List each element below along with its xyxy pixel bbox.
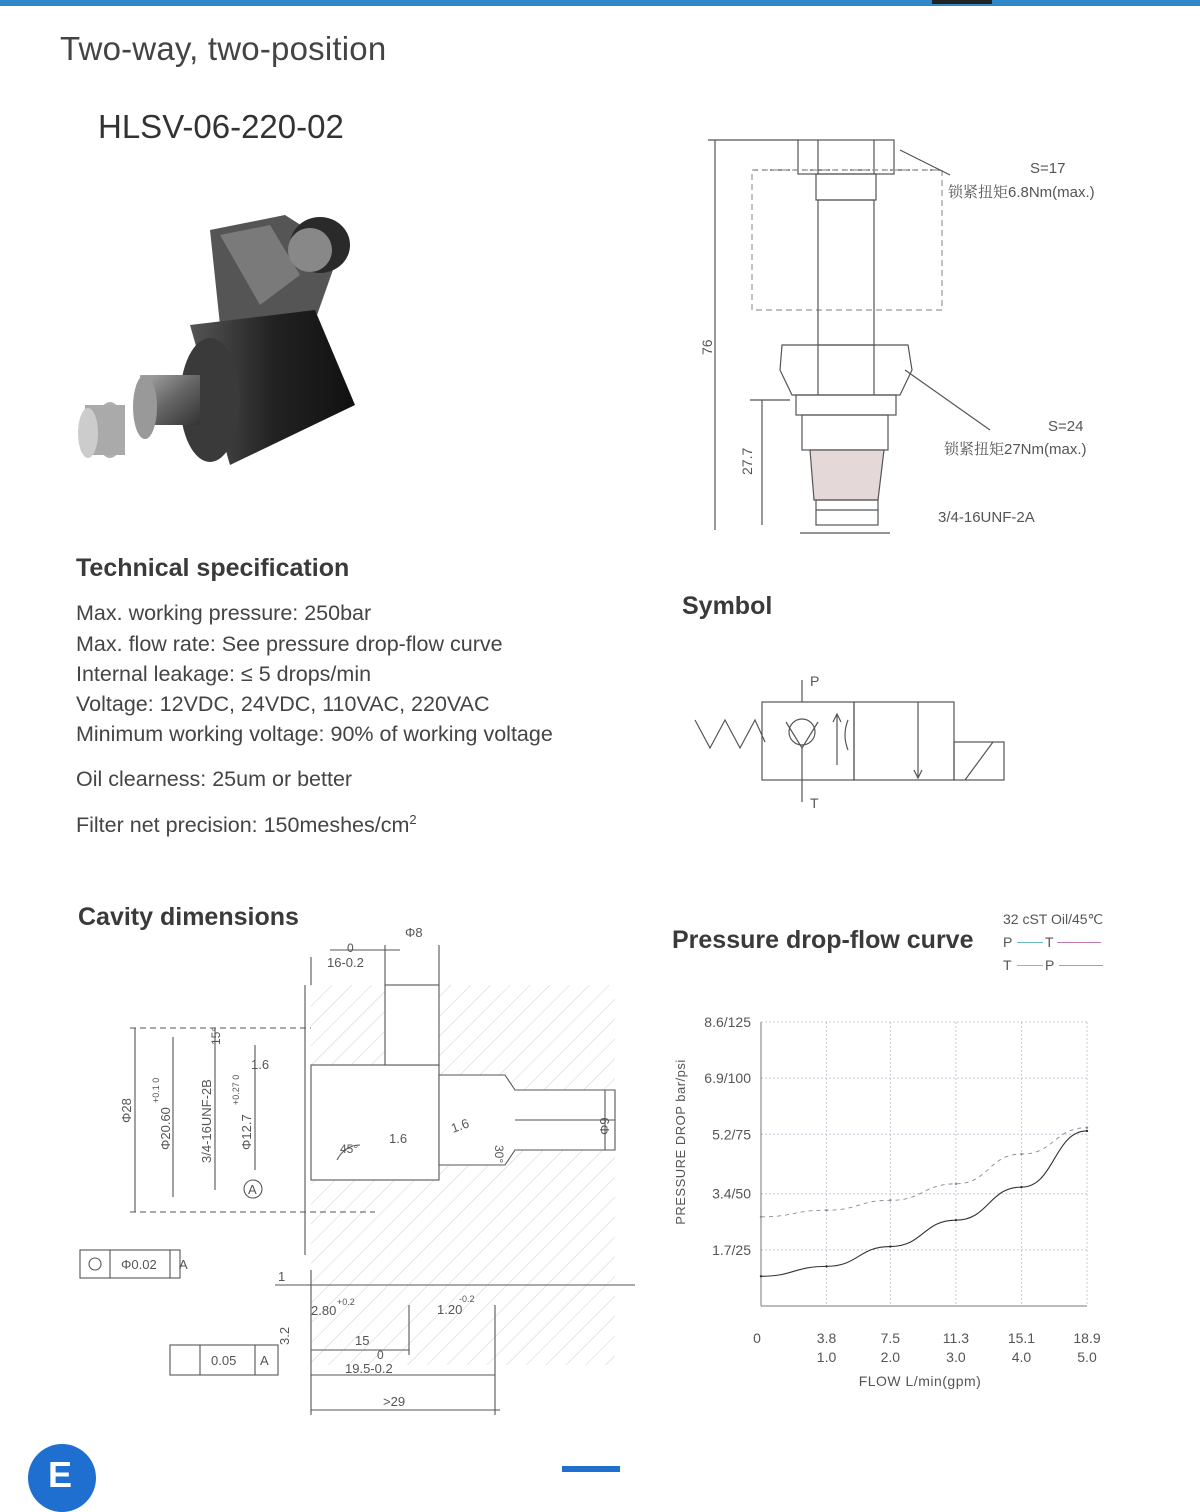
x-axis-label: FLOW L/min(gpm) <box>858 1373 982 1389</box>
valve-photo <box>70 205 370 475</box>
x-tick-label-lpm: 15.1 <box>1007 1330 1036 1346</box>
symbol-port-p: P <box>810 673 820 689</box>
legend-p-t-p: P <box>1003 934 1013 950</box>
bottom-color-bar <box>562 1466 620 1472</box>
x-tick-label-gpm: 5.0 <box>1077 1349 1097 1365</box>
cav-d2-80-tol: +0.2 <box>337 1297 355 1307</box>
label-thread-2a: 3/4-16UNF-2A <box>938 509 1035 526</box>
y-tick-label: 6.9/100 <box>704 1070 751 1087</box>
series-point <box>760 1275 762 1277</box>
cav-d19-5-top: 0 <box>377 1348 384 1362</box>
cav-tol2-ref: A <box>260 1353 269 1368</box>
series-point <box>955 1219 957 1221</box>
filter-superscript: 2 <box>409 812 417 827</box>
series-point <box>825 1209 827 1211</box>
x-tick-label-gpm: 2.0 <box>880 1349 901 1365</box>
series-point <box>955 1183 957 1185</box>
series-point <box>760 1216 762 1218</box>
series-line-t-p <box>761 1128 1087 1217</box>
cav-16-top: 0 <box>347 941 354 955</box>
model-number: HLSV-06-220-02 <box>98 108 344 145</box>
dim-27-7: 27.7 <box>739 447 755 475</box>
cav-unf-2b: 3/4-16UNF-2B <box>199 1079 214 1163</box>
spec-min-voltage: Minimum working voltage: 90% of working voltage <box>76 722 553 746</box>
label-torque-1: 锁紧扭矩6.8Nm(max.) <box>948 184 1095 201</box>
hydraulic-symbol <box>690 670 1020 820</box>
x-tick-label-gpm: 3.0 <box>946 1349 966 1365</box>
cavity-drawing <box>75 925 635 1425</box>
top-color-bar <box>0 0 1200 6</box>
cav-d15: 15 <box>355 1333 370 1348</box>
cav-tol1-ref: A <box>179 1257 188 1272</box>
cav-15deg: 15° <box>209 1026 223 1045</box>
series-point <box>1086 1126 1088 1128</box>
section-badge-letter: E <box>48 1454 73 1495</box>
cav-d3-2: 3.2 <box>277 1326 292 1345</box>
x-tick-label-lpm: 11.3 <box>942 1330 970 1346</box>
y-tick-label: 1.7/25 <box>712 1241 751 1258</box>
legend-t-p-line1 <box>1017 965 1043 966</box>
cav-d1: 1 <box>278 1269 286 1284</box>
series-point <box>825 1265 827 1267</box>
cav-phi20-60-tol: +0.1 0 <box>151 1077 161 1103</box>
section-badge <box>28 1444 96 1512</box>
page-subtitle: Two-way, two-position <box>60 30 387 67</box>
tech-spec-heading: Technical specification <box>76 554 350 582</box>
legend-t-p-p: P <box>1045 957 1055 973</box>
spec-leakage: Internal leakage: ≤ 5 drops/min <box>76 662 372 686</box>
y-tick-label: 8.6/125 <box>704 1014 751 1030</box>
legend-t-p-line2 <box>1059 965 1103 966</box>
cav-d2-80: 2.80 <box>311 1303 337 1318</box>
spec-filter <box>76 812 417 838</box>
label-s17: S=17 <box>1030 160 1066 177</box>
x-tick-label-gpm: 1.0 <box>816 1349 837 1365</box>
cav-30deg: 30° <box>492 1145 506 1164</box>
cav-d1-20-tol: -0.2 <box>459 1294 475 1304</box>
oil-clearness-text: Oil clearness: 25 <box>76 767 237 791</box>
x-tick-label-gpm: 4.0 <box>1011 1349 1032 1365</box>
legend-p-t <box>1003 934 1113 950</box>
legend-p-t-t: T <box>1045 934 1054 950</box>
cav-d1-20: 1.20 <box>437 1302 463 1317</box>
cav-phi12-7: Φ12.7 <box>239 1114 254 1150</box>
legend-p-t-line1 <box>1017 942 1043 943</box>
cav-phi12-7-tol: +0.27 0 <box>231 1074 241 1105</box>
series-point <box>889 1245 891 1247</box>
cav-phi20-60: Φ20.60 <box>158 1107 173 1150</box>
cav-tol1-value: Φ0.02 <box>121 1257 157 1272</box>
series-point <box>1086 1130 1088 1132</box>
cav-datum-a: A <box>248 1182 257 1197</box>
cav-phi8: Φ8 <box>405 925 423 940</box>
symbol-port-t: T <box>810 795 819 811</box>
cav-1-6-b: 1.6 <box>389 1131 408 1146</box>
curve-heading: Pressure drop-flow curve <box>672 926 974 954</box>
series-point <box>1020 1186 1022 1188</box>
cav-1-6-a: 1.6 <box>251 1057 270 1072</box>
series-point <box>889 1199 891 1201</box>
x-tick-label-lpm: 0 <box>753 1330 761 1346</box>
series-point <box>1020 1153 1022 1155</box>
label-s24: S=24 <box>1048 418 1084 435</box>
label-torque-2: 锁紧扭矩27Nm(max.) <box>944 441 1087 458</box>
dim-76: 76 <box>699 339 715 355</box>
x-tick-label-lpm: 18.9 <box>1073 1330 1101 1346</box>
legend-p-t-line2 <box>1057 942 1101 943</box>
cav-phi28: Φ28 <box>119 1098 134 1123</box>
series-line-p-t <box>761 1131 1087 1276</box>
legend-t-p-t: T <box>1003 957 1012 973</box>
cav-d19-5: 19.5-0.2 <box>345 1361 393 1376</box>
x-tick-label-lpm: 7.5 <box>880 1330 901 1346</box>
cav-phi9: Φ9 <box>597 1117 612 1135</box>
filter-text: Filter net precision: 150meshes/cm <box>76 813 410 838</box>
x-tick-label-lpm: 3.8 <box>816 1330 837 1346</box>
cav-1-6-c: 1.6 <box>448 1115 472 1136</box>
y-axis-label: PRESSURE DROP bar/psi <box>673 1059 688 1225</box>
spec-pressure: Max. working pressure: 250bar <box>76 601 372 625</box>
curve-oil-note: 32 cST Oil/45℃ <box>1003 911 1104 927</box>
cav-tol2-value: 0.05 <box>211 1353 237 1368</box>
spec-flow: Max. flow rate: See pressure drop-flow curve <box>76 632 503 656</box>
y-tick-label: 3.4/50 <box>712 1185 751 1202</box>
cavity-heading: Cavity dimensions <box>78 903 299 931</box>
legend-t-p <box>1003 957 1113 973</box>
pressure-drop-chart <box>660 1010 1140 1400</box>
oil-clearness-suffix: or better <box>266 767 353 791</box>
spec-voltage: Voltage: 12VDC, 24VDC, 110VAC, 220VAC <box>76 692 490 716</box>
cav-16: 16-0.2 <box>327 955 364 970</box>
top-bar-mark <box>932 0 992 4</box>
spec-oil-clearness <box>76 767 352 792</box>
cav-d29: >29 <box>383 1394 406 1409</box>
oil-clearness-unit: um <box>236 767 267 791</box>
symbol-heading: Symbol <box>682 592 773 620</box>
y-tick-label: 5.2/75 <box>712 1126 751 1143</box>
cav-45deg: 45° <box>340 1142 359 1156</box>
